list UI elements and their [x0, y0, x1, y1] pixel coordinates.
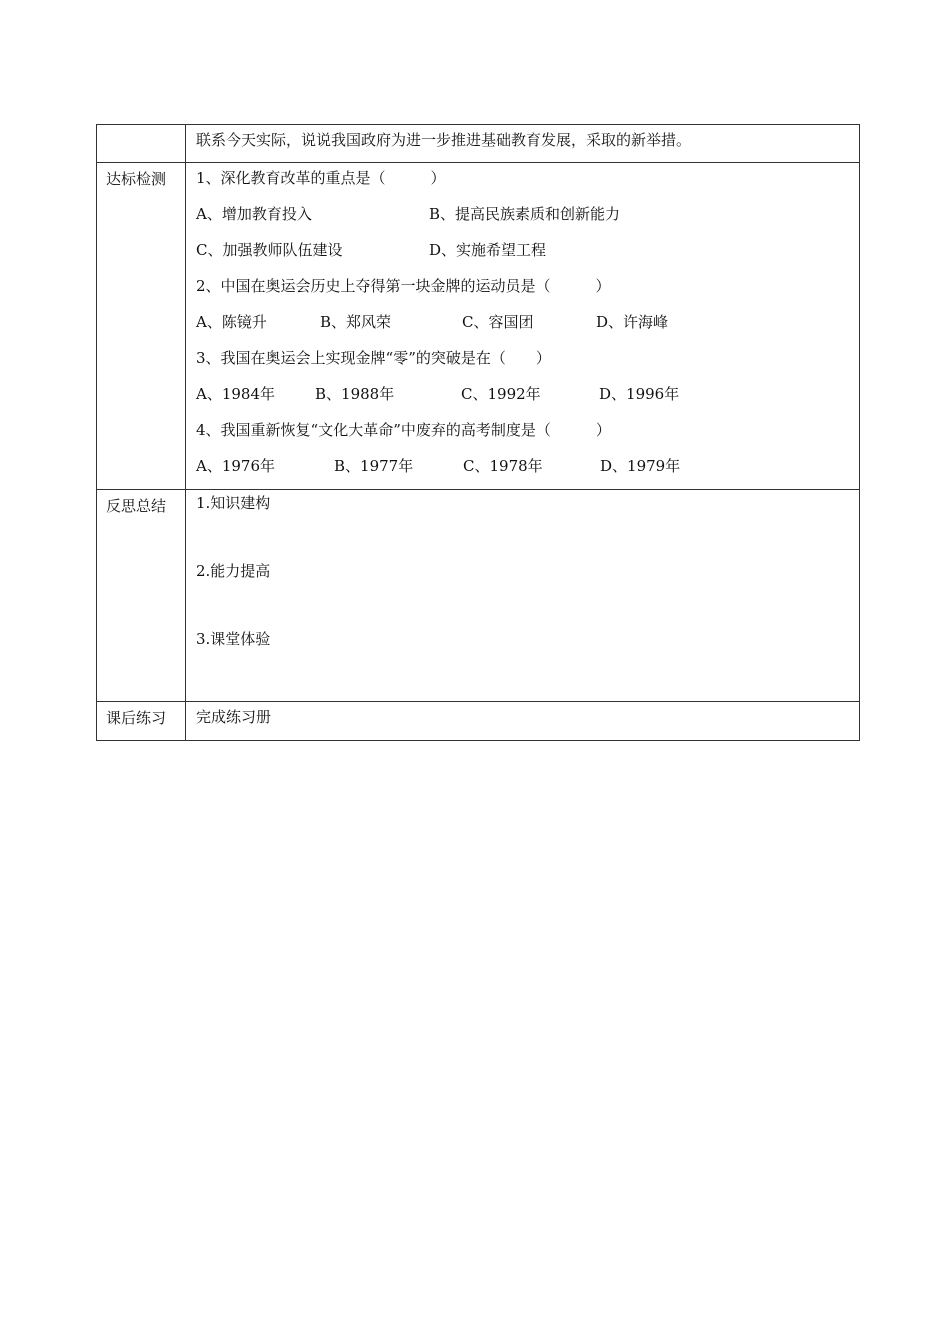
homework-text: 完成练习册 — [196, 708, 272, 726]
question-3-options — [196, 379, 859, 415]
option-d: D、许海峰 — [596, 313, 669, 331]
reflection-item-3: 3.课堂体验 — [196, 630, 271, 648]
row-label — [97, 125, 186, 163]
option-a: A、增加教育投入 — [196, 205, 312, 223]
lesson-table — [96, 124, 860, 741]
question-3-stem: 3、我国在奥运会上实现金牌“零”的突破是在（ ） — [196, 349, 551, 367]
question-1-stem: 1、深化教育改革的重点是（ ） — [196, 169, 446, 187]
option-b: B、郑风荣 — [320, 313, 392, 331]
reflection-item-2: 2.能力提高 — [196, 562, 271, 580]
question-4-options — [196, 451, 859, 487]
question-1-options-2 — [196, 235, 859, 271]
option-a: A、1976年 — [196, 457, 276, 475]
question-4-stem: 4、我国重新恢复“文化大革命”中废弃的高考制度是（ ） — [196, 421, 611, 439]
question-1-options — [196, 199, 859, 235]
table-row — [97, 702, 860, 741]
option-c: C、容国团 — [462, 313, 534, 331]
option-a: A、陈镜升 — [196, 313, 267, 331]
option-b: B、提高民族素质和创新能力 — [429, 205, 621, 223]
assessment-questions — [186, 163, 860, 490]
option-c: C、1978年 — [463, 457, 543, 475]
option-c: C、1992年 — [461, 385, 541, 403]
row-label-homework: 课后练习 — [97, 702, 186, 741]
row-label-reflection: 反思总结 — [97, 490, 186, 702]
option-d: D、实施希望工程 — [429, 241, 547, 259]
reflection-item-1: 1.知识建构 — [196, 494, 271, 512]
discussion-prompt: 联系今天实际，说说我国政府为进一步推进基础教育发展，采取的新举措。 — [196, 131, 692, 149]
reflection-items — [186, 490, 860, 702]
option-a: A、1984年 — [196, 385, 276, 403]
question-2-stem: 2、中国在奥运会历史上夺得第一块金牌的运动员是（ ） — [196, 277, 611, 295]
option-b: B、1988年 — [315, 385, 395, 403]
table-row — [97, 125, 860, 163]
table-row — [97, 163, 860, 490]
option-c: C、加强教师队伍建设 — [196, 241, 343, 259]
table-row — [97, 490, 860, 702]
question-2-options — [196, 307, 859, 343]
option-b: B、1977年 — [334, 457, 414, 475]
option-d: D、1996年 — [599, 385, 680, 403]
row-content — [186, 702, 860, 741]
row-label-assessment: 达标检测 — [97, 163, 186, 490]
option-d: D、1979年 — [600, 457, 681, 475]
row-content — [186, 125, 860, 163]
